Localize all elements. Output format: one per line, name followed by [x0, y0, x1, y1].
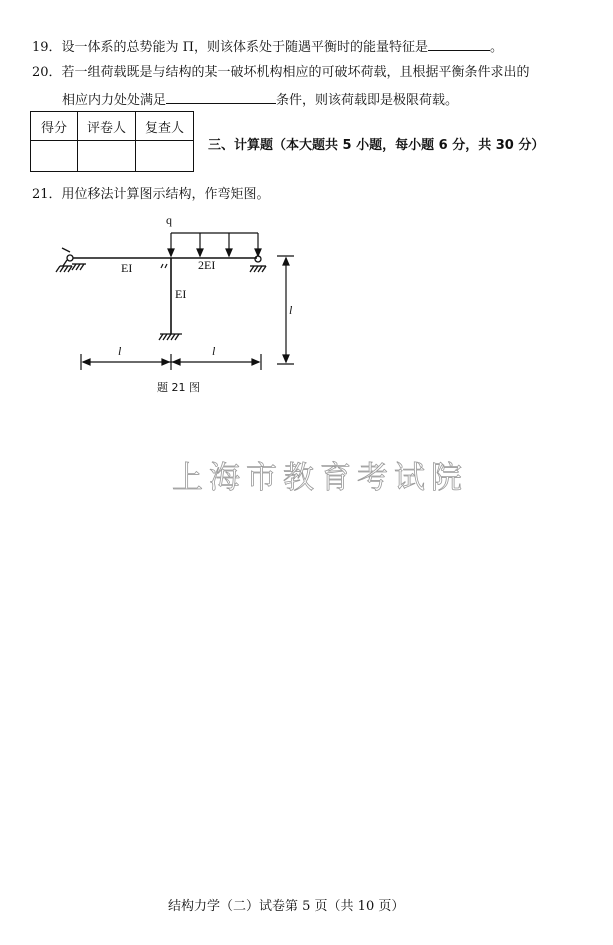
height-dimension-label: l	[289, 303, 293, 317]
distributed-load	[168, 233, 261, 256]
joint-marks	[161, 264, 167, 268]
left-pin-support	[56, 248, 86, 272]
figure-caption: 题 21 图	[157, 381, 200, 394]
score-header: 得分	[31, 112, 78, 141]
fixed-support	[159, 334, 182, 340]
column-stiffness-label: EI	[175, 287, 187, 301]
beam-left-stiffness-label: EI	[121, 261, 133, 275]
question-19-number: 19．	[32, 40, 62, 55]
watermark: 上海市教育考试院	[172, 460, 468, 496]
beam-right-stiffness-label: 2EI	[198, 258, 216, 272]
question-20-text-a: 相应内力处处满足	[62, 93, 167, 108]
load-label-q: q	[166, 213, 172, 227]
span-left-label: l	[118, 344, 122, 358]
grader-header: 评卷人	[78, 112, 136, 141]
question-19-text: 设一体系的总势能为 Π，则该体系处于随遇平衡时的能量特征是	[61, 40, 429, 55]
question-20-text-line-1: 若一组荷载既是与结构的某一破坏机构相应的可破坏荷载，且根据平衡条件求出的	[61, 65, 530, 80]
reviewer-header: 复查人	[136, 112, 194, 141]
question-21-number: 21．	[32, 187, 62, 202]
question-21-text: 用位移法计算图示结构，作弯矩图。	[61, 187, 270, 202]
question-20-text-b: 条件，则该荷载即是极限荷载。	[276, 93, 459, 108]
span-right-label: l	[212, 344, 216, 358]
question-20-number: 20．	[32, 65, 62, 80]
span-dimension	[81, 354, 261, 370]
section-3-title: 三、计算题（本大题共 5 小题，每小题 6 分，共 30 分）	[208, 138, 545, 153]
question-19-end: 。	[490, 40, 504, 55]
page-footer: 结构力学（二）试卷第 5 页（共 10 页）	[168, 899, 405, 914]
